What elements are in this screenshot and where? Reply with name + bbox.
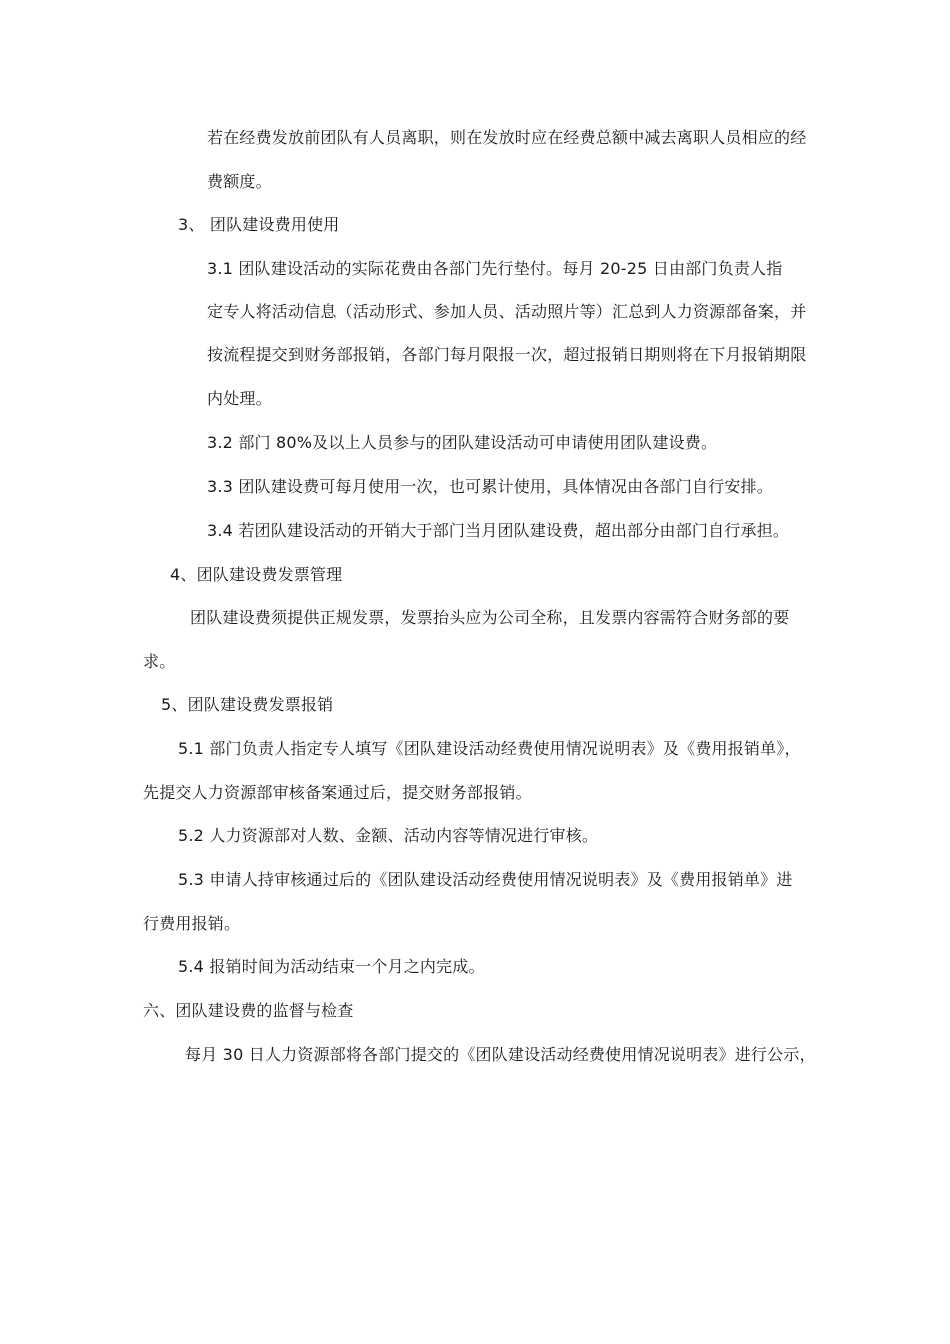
- paragraph-line-5-2: 5.2 人力资源部对人数、金额、活动内容等情况进行审核。: [178, 826, 599, 845]
- paragraph-line-5-1b: 先提交人力资源部审核备案通过后，提交财务部报销。: [143, 783, 532, 802]
- section-heading-3: 3、 团队建设费用使用: [178, 215, 340, 234]
- line-1-tail: 经: [790, 128, 807, 147]
- paragraph-line-3-3: 3.3 团队建设费可每月使用一次，也可累计使用，具体情况由各部门自行安排。: [207, 477, 773, 496]
- line-3-1c-text: 按流程提交到财务部报销，各部门每月限报一次，超过报销日期则将在下月报销期: [207, 345, 791, 364]
- paragraph-line-3-1b: 定专人将活动信息（活动形式、参加人员、活动照片等）汇总到人力资源部备案，并: [207, 302, 807, 321]
- paragraph-line-1: [207, 127, 806, 149]
- paragraph-line-3-4: 3.4 若团队建设活动的开销大于部门当月团队建设费，超出部分由部门自行承担。: [207, 521, 790, 540]
- paragraph-line-2: 费额度。: [207, 172, 272, 191]
- paragraph-line-3-1d: 内处理。: [207, 389, 272, 408]
- paragraph-line-4a: 团队建设费须提供正规发票，发票抬头应为公司全称，且发票内容需符合财务部的要: [190, 608, 790, 627]
- line-3-1c-tail: 限: [790, 345, 807, 364]
- section-heading-5: 5、团队建设费发票报销: [161, 695, 334, 714]
- paragraph-line-4b: 求。: [143, 652, 176, 671]
- paragraph-line-5-3b: 行费用报销。: [143, 914, 241, 933]
- line-1-text: 若在经费发放前团队有人员离职，则在发放时应在经费总额中减去离职人员相应的: [207, 128, 791, 147]
- paragraph-line-5-4: 5.4 报销时间为活动结束一个月之内完成。: [178, 957, 485, 976]
- section-heading-4: 4、团队建设费发票管理: [170, 565, 343, 584]
- paragraph-line-3-1c: [207, 344, 806, 366]
- paragraph-line-3-2: 3.2 部门 80%及以上人员参与的团队建设活动可申请使用团队建设费。: [207, 433, 718, 452]
- paragraph-line-5-3a: 5.3 申请人持审核通过后的《团队建设活动经费使用情况说明表》及《费用报销单》进: [178, 870, 793, 889]
- paragraph-line-6a: 每月 30 日人力资源部将各部门提交的《团队建设活动经费使用情况说明表》进行公示，: [185, 1045, 816, 1064]
- paragraph-line-3-1a: 3.1 团队建设活动的实际花费由各部门先行垫付。每月 20-25 日由部门负责人指: [207, 259, 783, 278]
- paragraph-line-5-1a: 5.1 部门负责人指定专人填写《团队建设活动经费使用情况说明表》及《费用报销单》，: [178, 739, 801, 758]
- section-heading-6: 六、团队建设费的监督与检查: [143, 1001, 354, 1020]
